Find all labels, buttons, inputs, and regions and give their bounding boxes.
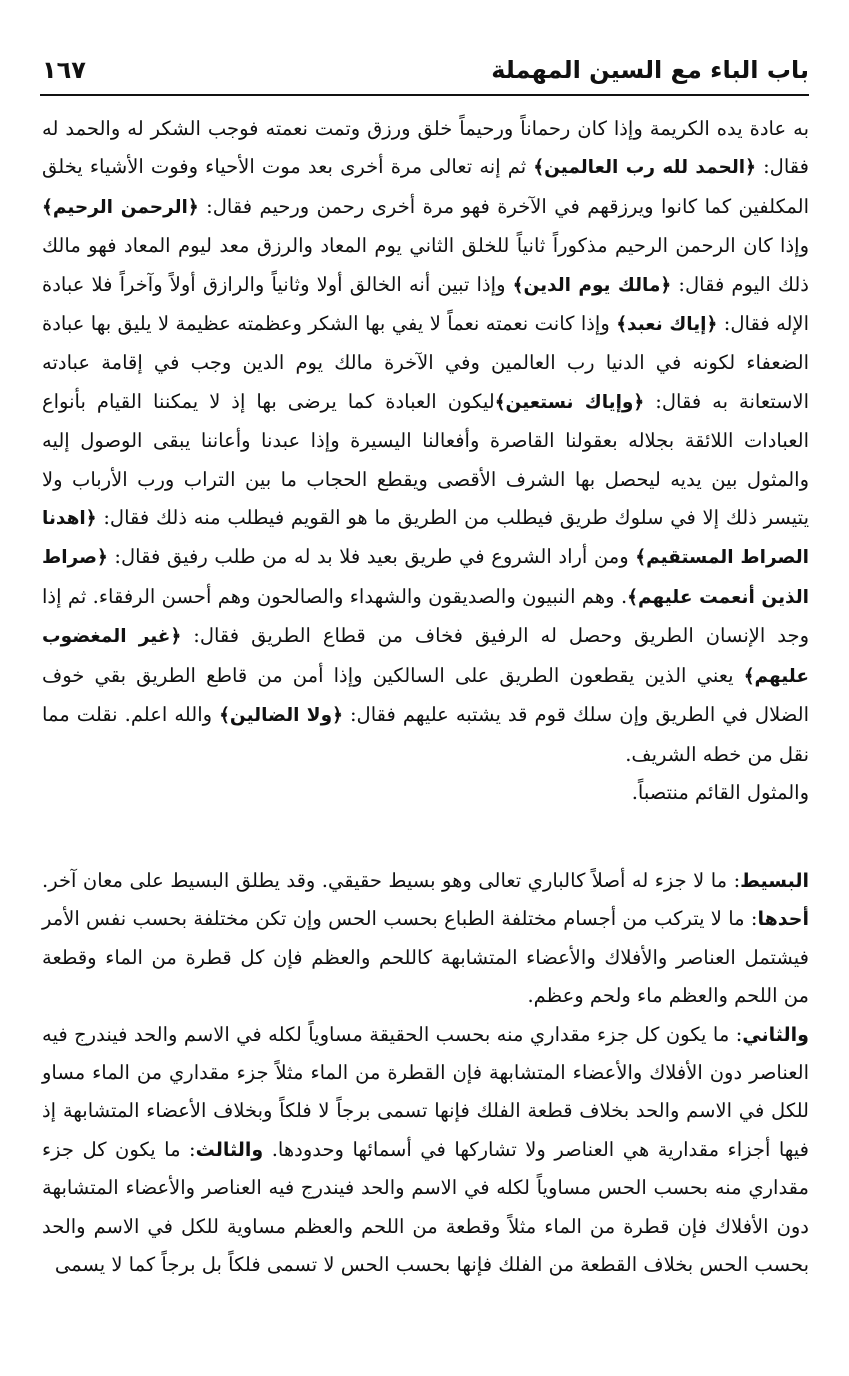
quran-quote: ﴿صراط الذين أنعمت عليهم﴾ — [42, 547, 810, 608]
text-run: . وهم النبيون والصديقون والشهداء والصالحون وهم أحسن الرفقاء. ثم إذا وجد الإنسان الطريق وحصل له الرفيق فخاف من قطاع الطريق فقال: — [42, 584, 809, 648]
definition-paragraph — [42, 862, 809, 1016]
quran-quote: ﴿ولا الضالين﴾ — [219, 705, 343, 727]
text-run: وإذا تبين أنه الخالق أولا وثانياً والرازق أولاً وآخراً فلا عبادة الإله فقال: — [42, 272, 810, 336]
quran-quote: ﴿اهدنا الصراط المستقيم﴾ — [42, 508, 809, 569]
text-run: : ما لا يتركب من أجسام مختلفة الطباع بحسب الحس وإن تكن مختلفة بحسب نفس الأمر فيشتمل العناصر والأفلاك والأعضاء المتشابهة كاللحم والعظم فإن كل قطرة من الماء وقطعة من اللحم والعظم ماء ولحم وعظم. — [42, 907, 809, 1008]
text-run: يعني الذين يقطعون الطريق على السالكين وإذا أمن من قاطع الطريق بقي خوف الضلال في الطريق وإن سلك قوم قد يشتبه عليهم فقال: — [42, 663, 809, 727]
quran-quote: ﴿مالك يوم الدين﴾ — [512, 274, 672, 296]
quran-quote: ﴿الرحمن الرحيم﴾ — [42, 196, 199, 218]
page-header — [42, 48, 809, 92]
text-run: : ما يكون كل جزء مقداري منه بحسب الحقيقة مساوياً لكله في الاسم والحد فيندرج فيه العناصر دون الأفلاك والأعضاء المتشابهة فإن القطرة من الماء مثلاً جزء مقداري من الماء مساو للكل في الاسم والحد بخلاف قطعة الفلك فإنها تسمى برجاً لا فلكاً وبخلاف الأعضاء المتشابهة إذ فيها أجزاء مقدارية هي العناصر ولا تشاركها في أسمائها وحدودها. — [42, 1022, 809, 1161]
text-run: وإذا كان الرحمن الرحيم مذكوراً ثانياً للخلق الثاني يوم المعاد والرزق معد ليوم المعاد فهو مالك ذلك اليوم فقال: — [42, 234, 809, 296]
text-run: : ما يكون كل جزء مقداري منه بحسب الحس مساوياً لكله في الاسم والحد فيندرج فيه العناصر والأعضاء المتشابهة دون الأفلاك فإن قطرة من الماء مثلاً وقطعة من اللحم والعظم مساوية للكل في الاسم والحد بحسب الحس بخلاف القطعة من الفلك فإنها بحسب الحس لا تسمى فلكاً بل برجاً كما لا يسمى — [42, 1137, 809, 1277]
definition-paragraph — [42, 1016, 809, 1285]
subheading-second: والثاني — [742, 1023, 809, 1046]
subheading-first: أحدها — [757, 908, 809, 931]
text-run: ليكون العبادة كما يرضى بها إذ لا يمكننا القيام بأنواع العبادات اللائقة بجلاله بعقولنا القاصرة وأفعالنا اليسيرة وإذا عبدنا وأعاننا يبقى الوصول إليه والمثول بين يديه ليحصل بها الشرف الأقصى ويقطع الحجاب ما بين التراب ورب الأرباب ولا يتيسر ذلك إلا في سلوك طريق فيطلب من الطريق ما هو القويم فيطلب منه ذلك فقال: — [42, 389, 809, 530]
quran-quote: ﴿غير المغضوب عليهم﴾ — [42, 626, 809, 687]
text-run: : ما لا جزء له أصلاً كالباري تعالى وهو بسيط حقيقي. وقد يطلق البسيط على معان آخر. — [42, 869, 741, 892]
entry-al-basit — [42, 862, 809, 1284]
page-number: ١٦٧ — [42, 56, 86, 84]
text-run: والله اعلم. نقلت مما نقل من خطه الشريف. — [42, 703, 809, 766]
quran-quote: ﴿إياك نعبد﴾ — [616, 314, 718, 336]
text-run: ثم إنه تعالى مرة أخرى بعد موت الأحياء وفوت الأشياء يخلق المكلفين كما كانوا ويرزقهم في الآخرة فهو مرة أخرى رحمن ورحيم فقال: — [42, 155, 809, 218]
text-run: وإذا كانت نعمته نعماً لا يفي بها الشكر وعظمته عظيمة لا يليق بها عبادة الضعفاء لكونه في الدنيا رب العالمين وفي الآخرة مالك يوم الدين وجب في إقامة عبادته الاستعانة به فقال: — [42, 312, 809, 413]
quran-quote: ﴿وإياك نستعين﴾ — [494, 391, 645, 413]
subheading-third: والثالث — [195, 1138, 264, 1161]
quran-quote: ﴿الحمد لله رب العالمين﴾ — [533, 157, 756, 179]
fatiha-commentary — [42, 110, 809, 812]
text-run: ومن أراد الشروع في طريق بعيد فلا بد له من طلب رفيق فقال: — [107, 545, 636, 569]
running-title: باب الباء مع السين المهملة — [491, 56, 809, 84]
entry-term: البسيط — [740, 870, 809, 892]
text-run: به عادة يده الكريمة وإذا كان رحماناً ورحيماً خلق ورزق وتمت نعمته فوجب الشكر له والحمد له فقال: — [42, 117, 809, 179]
commentary-paragraph — [42, 110, 809, 774]
header-rule — [40, 94, 809, 96]
entry-closing-line: والمثول القائم منتصباً. — [631, 780, 809, 804]
